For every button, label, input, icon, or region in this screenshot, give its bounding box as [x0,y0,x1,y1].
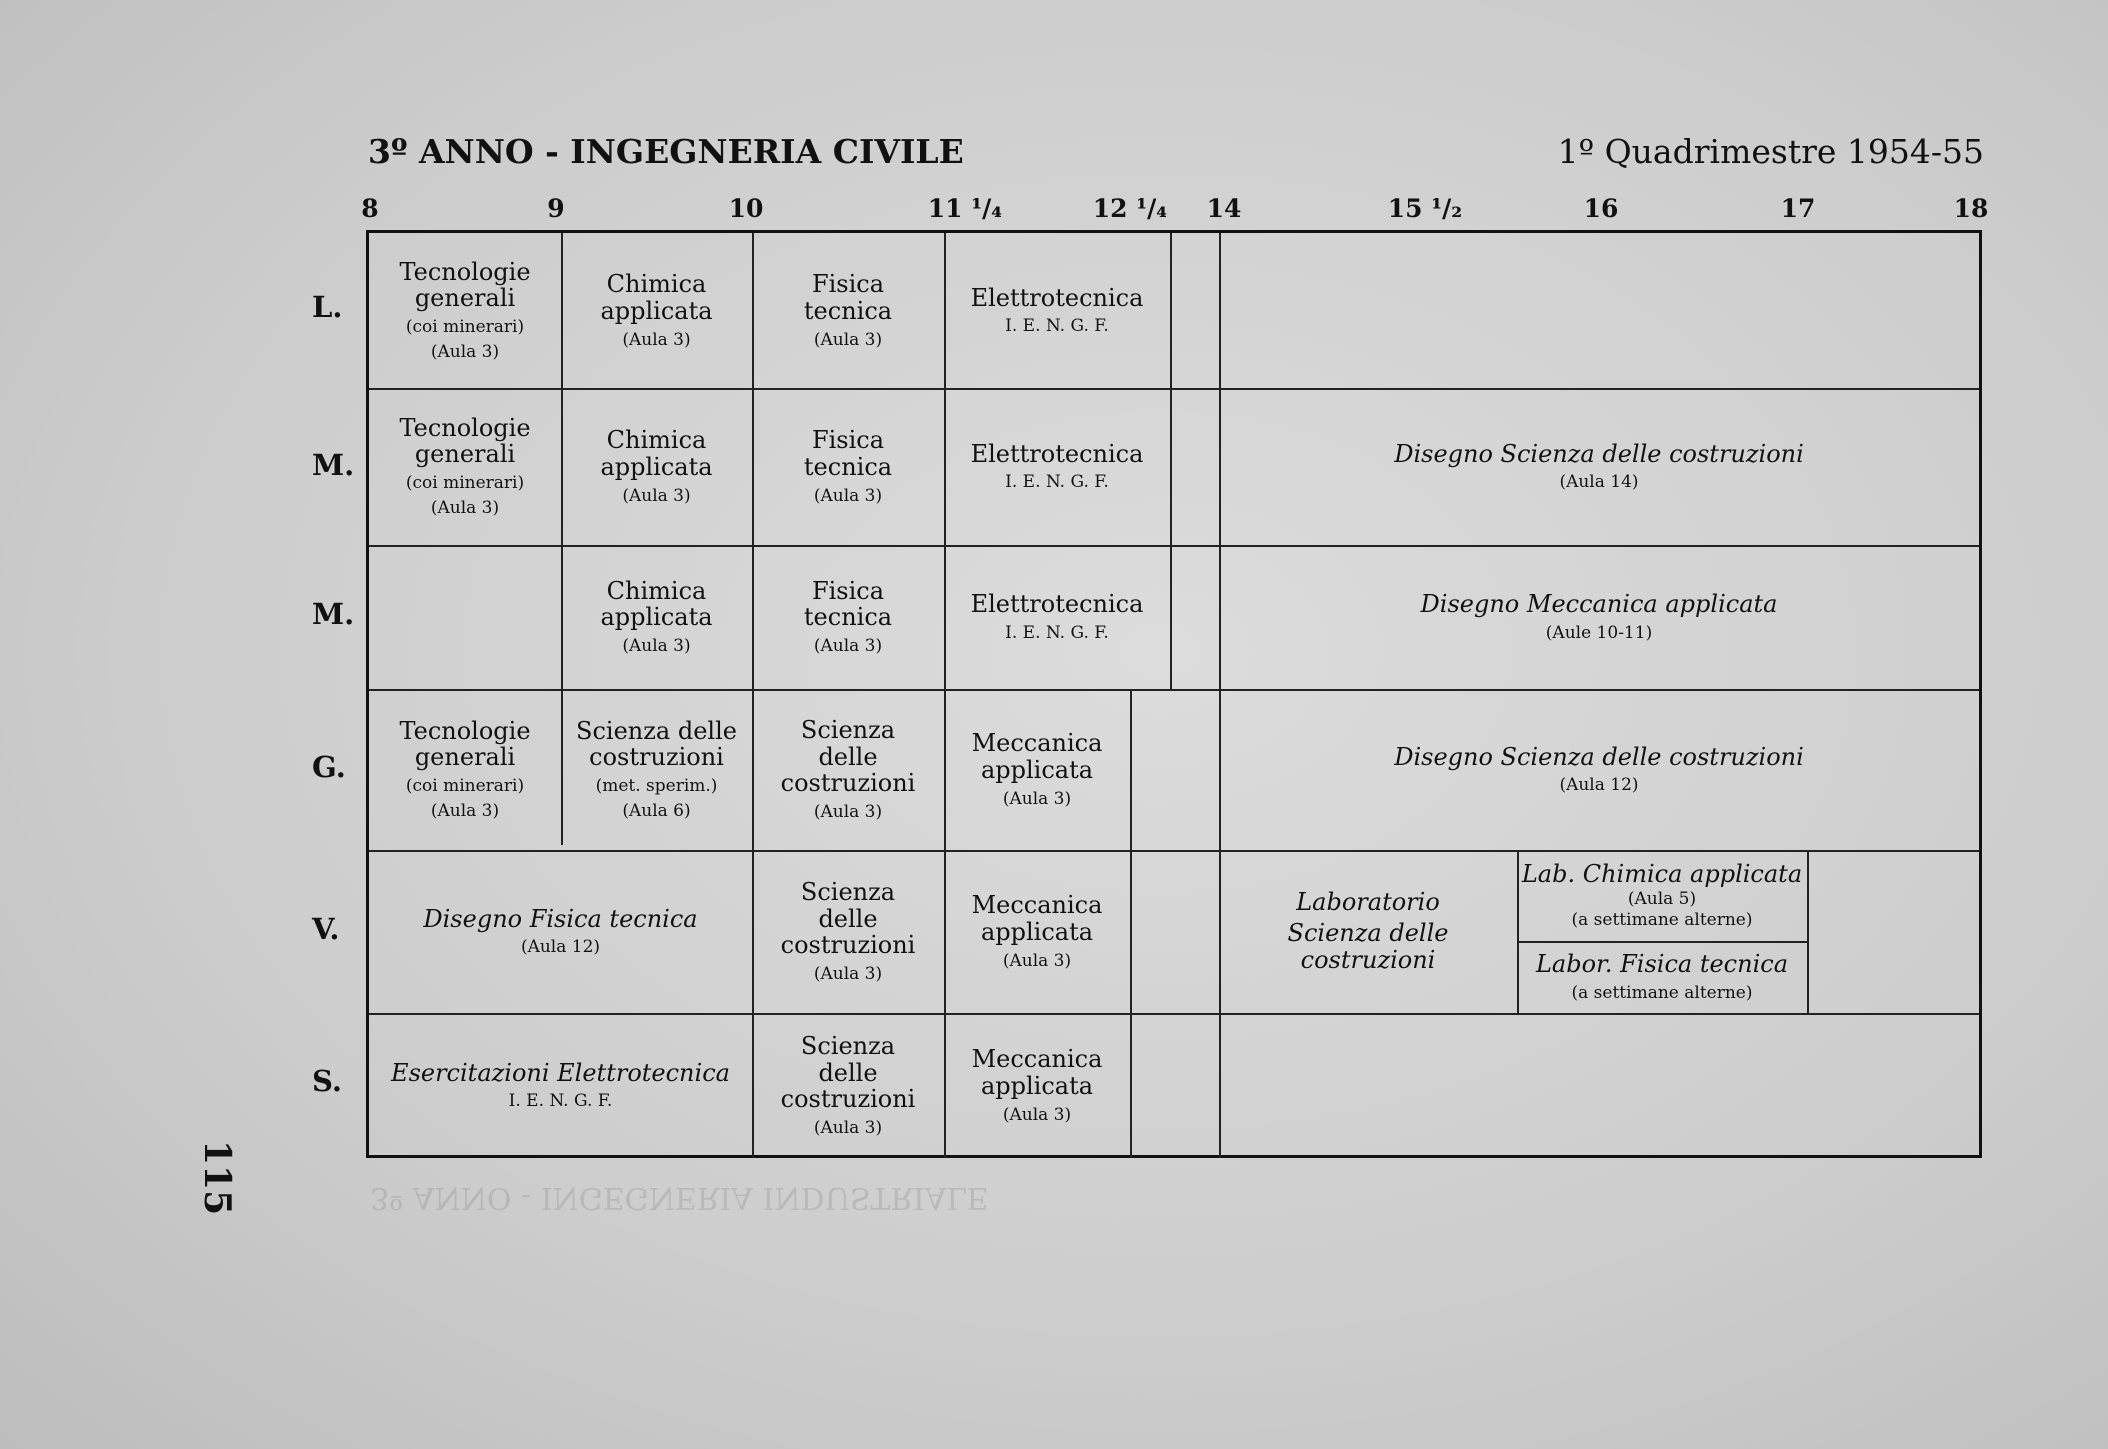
term-label: 1º Quadrimestre 1954-55 [1557,132,1984,171]
course-title: Disegno Scienza delle costruzioni [1394,439,1804,468]
course-room: (Aula 6) [622,801,691,822]
course-room: (Aula 3) [813,964,883,985]
course-room: (Aula 3) [1002,1104,1072,1125]
course-note: (coi minerari) [405,473,525,494]
schedule-cell [752,689,944,850]
hour-label: 16 [1583,194,1619,223]
page-number: 115 [196,1140,238,1216]
course-room: (Aula 3) [430,801,500,822]
course-title: Scienza delle costruzioni [576,716,737,772]
schedule-cell [1219,850,1517,1013]
course-title: Scienza delle costruzioni [780,715,916,798]
col-divider [1170,233,1172,689]
schedule-cell [944,233,1170,388]
course-note: (coi minerari) [405,317,525,338]
course-title: Disegno Meccanica applicata [1420,590,1778,619]
timetable-grid [366,230,1982,1158]
day-label: M. [312,448,355,482]
course-title: Meccanica applicata [971,729,1103,784]
course-title: Elettrotecnica [970,590,1144,619]
schedule-cell [369,1013,752,1158]
course-room: I. E. N. G. F. [1005,622,1109,643]
hour-label: 17 [1780,194,1816,223]
course-room: (Aula 3) [622,485,691,506]
course-title: Chimica applicata [600,270,713,325]
course-title: Meccanica applicata [971,1045,1103,1100]
hour-label: 14 [1206,194,1242,223]
schedule-cell [944,388,1170,545]
day-label: M. [312,597,355,631]
course-title: Fisica tecnica [803,576,893,632]
schedule-cell [1517,850,1807,941]
schedule-cell [752,388,944,545]
page-title: 3º ANNO - INGEGNERIA CIVILE [368,132,964,171]
schedule-cell [752,233,944,388]
course-note: (coi minerari) [405,776,525,797]
schedule-cell [561,545,752,689]
schedule-cell [369,850,752,1013]
course-note: (a settimane alterne) [1571,909,1753,930]
course-room: I. E. N. G. F. [1005,472,1109,493]
schedule-cell [752,1013,944,1158]
course-title: Elettrotecnica [970,283,1144,312]
course-title: Tecnologie generali [399,257,531,313]
course-room: (Aula 3) [813,636,883,657]
course-room: I. E. N. G. F. [1005,316,1109,337]
schedule-cell [944,545,1170,689]
schedule-cell [561,388,752,545]
hour-label: 9 [547,194,565,223]
course-title: Disegno Fisica tecnica [423,904,698,933]
schedule-cell [944,850,1130,1013]
course-room: (Aula 3) [622,636,691,657]
course-title: Labor. Fisica tecnica [1535,950,1789,979]
course-room: (Aula 14) [1559,472,1639,493]
course-title: Esercitazioni Elettrotecnica [391,1058,730,1087]
course-room: I. E. N. G. F. [508,1091,613,1112]
course-room: (Aula 12) [520,937,601,958]
course-room: (Aula 3) [430,342,500,363]
schedule-cell [369,388,561,545]
course-room: (Aula 3) [622,329,691,350]
course-title: Tecnologie generali [399,716,531,772]
schedule-cell [561,233,752,388]
schedule-cell [561,689,752,850]
schedule-cell [944,689,1130,850]
course-room: (Aule 10-11) [1545,622,1653,643]
bleed-through-text: 3º ANNO - INGEGNERIA INDUSTRIALE [370,1180,989,1215]
schedule-cell [1219,388,1979,545]
course-title: Elettrotecnica [970,439,1144,468]
course-room: (Aula 3) [813,802,883,823]
day-label: L. [312,290,343,324]
course-room: (Aula 3) [813,1118,883,1139]
course-note: (met. sperim.) [595,776,718,797]
schedule-cell [752,545,944,689]
schedule-cell [1219,545,1979,689]
schedule-cell [1517,941,1807,1013]
hour-label: 8 [361,194,379,223]
hour-label: 18 [1953,194,1989,223]
hour-label: 11 ¹/₄ [927,194,1003,223]
schedule-cell [369,233,561,388]
course-title: Tecnologie generali [399,413,531,469]
course-title: Meccanica applicata [971,891,1103,946]
day-label: S. [312,1064,343,1098]
course-title: Laboratorio [1296,888,1440,917]
course-room: (Aula 3) [1002,788,1072,809]
course-title: Chimica applicata [600,576,713,632]
course-title: Scienza delle costruzioni [780,1031,916,1114]
hour-label: 12 ¹/₄ [1092,194,1168,223]
course-title: Fisica tecnica [803,426,893,481]
course-room: (Aula 3) [430,498,500,519]
course-title: Fisica tecnica [803,270,893,325]
schedule-cell [752,850,944,1013]
schedule-cell [369,689,561,850]
course-room: (Aula 5) [1627,888,1697,909]
course-title: Disegno Scienza delle costruzioni [1394,742,1804,771]
hour-label: 10 [728,194,764,223]
course-title: Scienza delle costruzioni [780,877,916,960]
schedule-cell [1219,689,1979,850]
day-label: G. [312,750,346,784]
course-title: Scienza delle costruzioni [1287,919,1449,974]
col-divider [1130,689,1132,1158]
course-title: Lab. Chimica applicata [1521,860,1803,889]
day-label: V. [312,912,340,946]
course-room: (Aula 3) [1002,950,1072,971]
course-room: (Aula 12) [1559,775,1639,796]
course-room: (Aula 3) [813,485,883,506]
col-divider [1807,850,1809,1013]
course-note: (a settimane alterne) [1571,982,1753,1003]
course-room: (Aula 3) [813,329,883,350]
hour-label: 15 ¹/₂ [1387,194,1463,223]
course-title: Chimica applicata [600,426,713,481]
schedule-cell [944,1013,1130,1158]
